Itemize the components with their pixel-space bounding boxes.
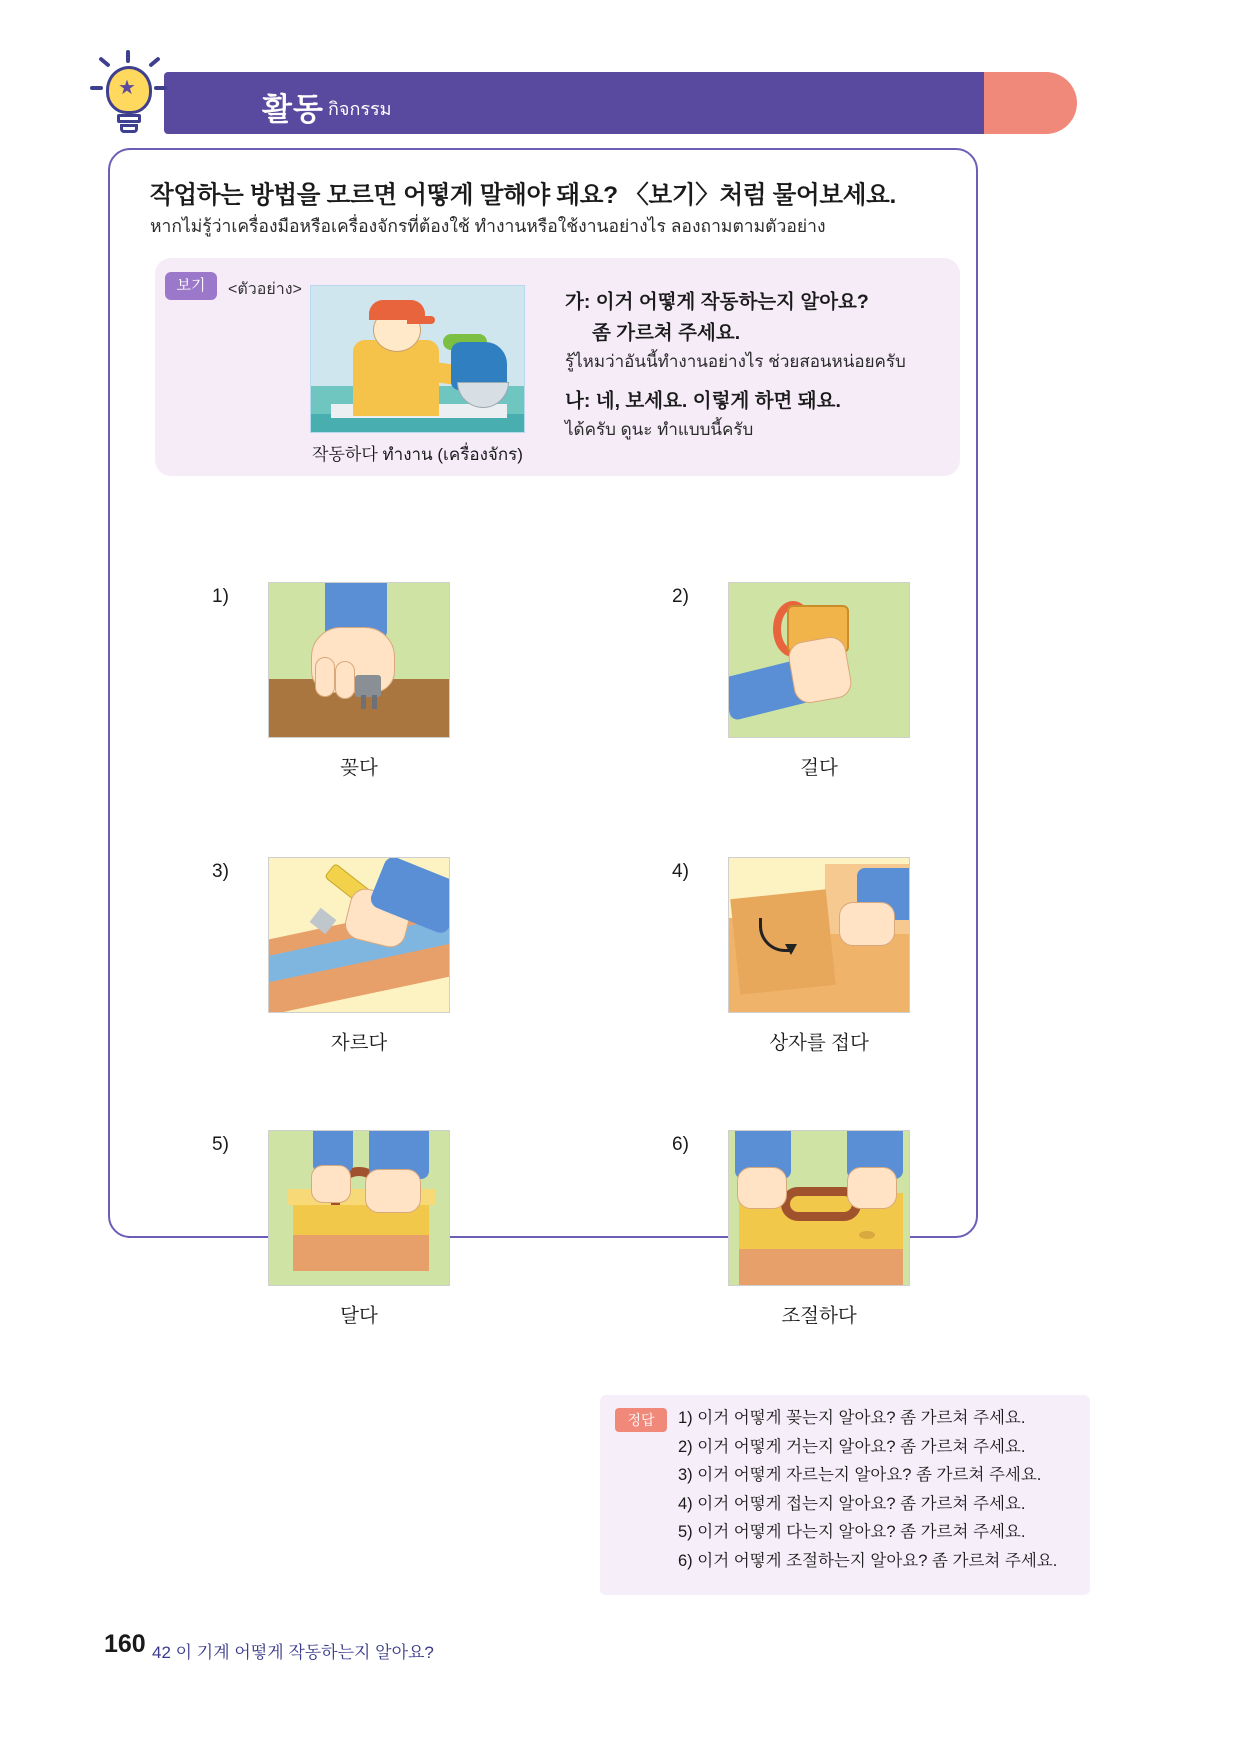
- exercise-item-1: [212, 582, 450, 779]
- item-caption: 자르다: [330, 1032, 388, 1054]
- exercise-item-6: [672, 1130, 910, 1327]
- example-dialog-b: 나: 네, 보세요. 이렇게 하면 돼요.: [565, 390, 841, 412]
- item-number: 4): [672, 861, 689, 882]
- answer-line: 3) 이거 어떻게 자르는지 알아요? 좀 가르쳐 주세요.: [678, 1466, 1042, 1484]
- lightbulb-icon: ★: [92, 60, 166, 146]
- adjusting-strap-illustration: [728, 1130, 910, 1286]
- item-caption: 꽂다: [340, 757, 378, 779]
- exercise-item-3: [212, 857, 450, 1054]
- answer-list: [678, 1404, 1078, 1575]
- example-tag: 보기: [165, 272, 217, 300]
- exercise-item-4: [672, 857, 910, 1054]
- answer-line: 2) 이거 어떻게 거는지 알아요? 좀 가르쳐 주세요.: [678, 1437, 1026, 1456]
- attaching-handle-to-box-illustration: [268, 1130, 450, 1286]
- item-number: 5): [212, 1134, 229, 1155]
- folding-box-illustration: [728, 857, 910, 1013]
- item-caption: 달다: [340, 1305, 378, 1327]
- example-illustration: [310, 285, 525, 433]
- example-dialog-a-thai: รู้ไหมว่าอันนี้ทำงานอย่างไร ช่วยสอนหน่อยครับ: [565, 352, 906, 371]
- answer-line: 1) 이거 어떻게 꽂는지 알아요? 좀 가르쳐 주세요.: [678, 1409, 1026, 1427]
- item-number: 3): [212, 861, 229, 882]
- hand-hanging-cup-illustration: [728, 582, 910, 738]
- answer-line: 5) 이거 어떻게 다는지 알아요? 좀 가르쳐 주세요.: [678, 1523, 1026, 1541]
- hand-cutting-with-knife-illustration: [268, 857, 450, 1013]
- answer-line: 6) 이거 어떻게 조절하는지 알아요? 좀 가르쳐 주세요.: [678, 1551, 1058, 1570]
- exercise-item-2: [672, 582, 910, 779]
- banner-subtitle: กิจกรรม: [328, 99, 392, 119]
- answer-tag: 정답: [615, 1408, 667, 1432]
- example-tag-thai: <ตัวอย่าง>: [228, 281, 302, 298]
- banner-title: 활동: [262, 92, 324, 127]
- example-image-caption: 작동하다 ทำงาน (เครื่องจักร): [312, 445, 523, 464]
- item-number: 6): [672, 1134, 689, 1155]
- item-caption: 상자를 접다: [769, 1032, 869, 1054]
- hand-plugging-in-illustration: [268, 582, 450, 738]
- item-caption: 걸다: [800, 757, 838, 779]
- item-caption: 조절하다: [781, 1305, 857, 1327]
- answer-line: 4) 이거 어떻게 접는지 알아요? 좀 가르쳐 주세요.: [678, 1494, 1026, 1513]
- example-dialog-a2: 좀 가르쳐 주세요.: [592, 322, 741, 344]
- question-subtitle: หากไม่รู้ว่าเครื่องมือหรือเครื่องจักรที่ต้องใช้ ทำงานหรือใช้งานอย่างไร ลองถามตามตัวอย่าง: [150, 216, 826, 236]
- footer-chapter-title: 42 이 기계 어떻게 작동하는지 알아요?: [152, 1643, 434, 1662]
- question-title: 작업하는 방법을 모르면 어떻게 말해야 돼요? 〈보기〉처럼 물어보세요.: [150, 182, 897, 209]
- exercise-item-5: [212, 1130, 450, 1327]
- page-number: 160: [104, 1630, 146, 1658]
- example-dialog-b-thai: ได้ครับ ดูนะ ทำแบบนี้ครับ: [565, 420, 754, 439]
- activity-header: [92, 72, 1094, 134]
- example-dialog-a: 가: 이거 어떻게 작동하는지 알아요?: [565, 291, 869, 313]
- item-number: 1): [212, 586, 229, 607]
- item-number: 2): [672, 586, 689, 607]
